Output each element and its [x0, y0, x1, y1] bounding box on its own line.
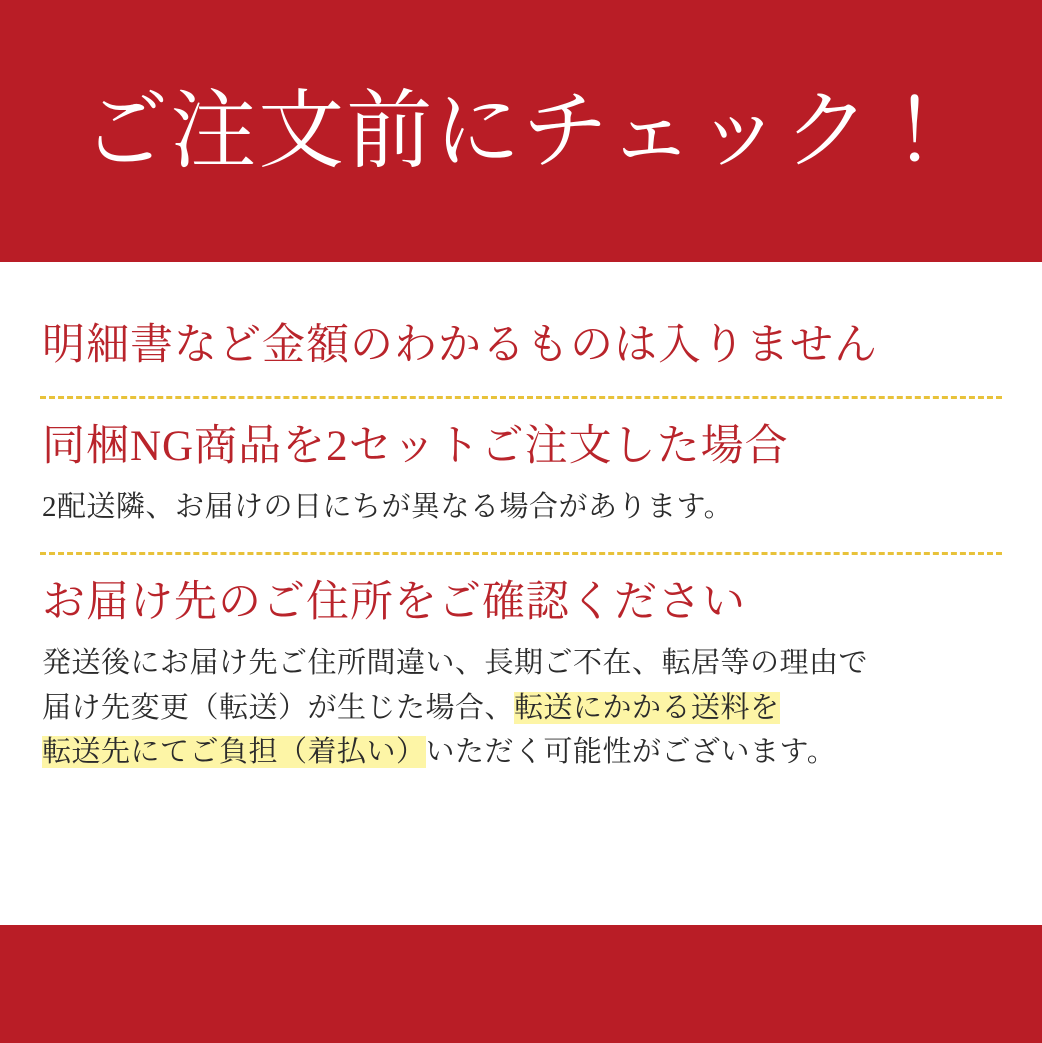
- notice-section-3-line-2: [42, 686, 1002, 731]
- notice-section-3-line-1: 発送後にお届け先ご住所間違い、長期ご不在、転居等の理由で: [42, 646, 869, 679]
- notice-section-1-heading: 明細書など金額のわかるものは入りません: [42, 322, 878, 369]
- notice-section-3-body: [42, 641, 1002, 776]
- notice-section-3-line-3-plain: いただく可能性がございます。: [425, 736, 837, 769]
- notice-section-1: [40, 318, 1002, 374]
- notice-section-2-heading: 同梱NG商品を2セットご注文した場合: [42, 422, 789, 470]
- notice-section-3-heading: お届け先のご住所をご確認ください: [42, 578, 746, 626]
- notice-section-3-line-2-highlight: 転送にかかる送料を: [514, 691, 780, 724]
- notice-content: [0, 262, 1042, 925]
- notice-section-3-line-2-plain: 届け先変更（転送）が生じた場合、: [42, 691, 515, 724]
- page-title: ご注文前にチェック！: [82, 83, 960, 179]
- notice-section-2: [40, 419, 1002, 530]
- notice-section-3-line-3-highlight: 転送先にてご負担（着払い）: [42, 736, 426, 769]
- notice-section-3: [40, 575, 1002, 776]
- notice-section-3-line-3: [42, 730, 1002, 775]
- section-divider-1: [40, 396, 1002, 399]
- notice-section-2-body: [42, 485, 1002, 530]
- header-banner: [0, 0, 1042, 262]
- footer-banner: [0, 925, 1042, 1043]
- notice-section-2-line-1: 2配送隣、お届けの日にちが異なる場合があります。: [42, 490, 734, 523]
- section-divider-2: [40, 552, 1002, 555]
